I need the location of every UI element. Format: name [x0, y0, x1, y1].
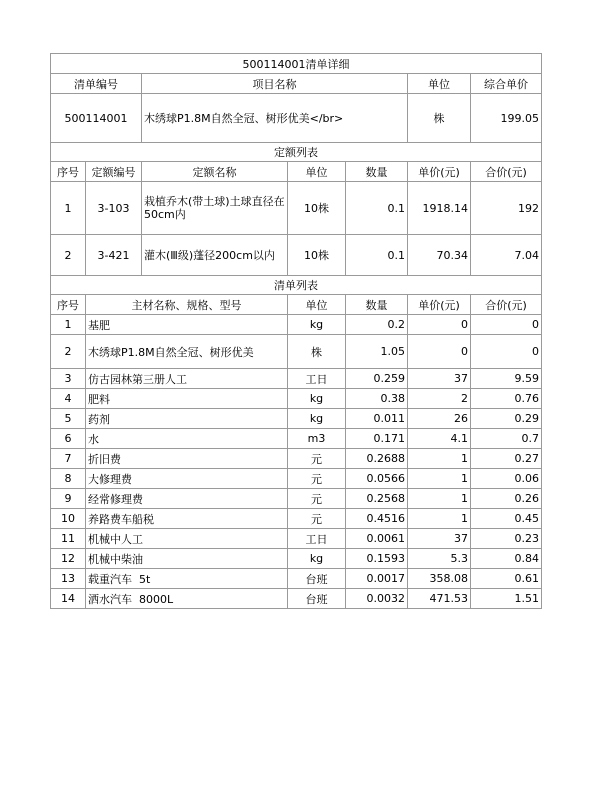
bill-detail-table: [50, 53, 542, 609]
bill-name-header: 项目名称: [142, 74, 408, 94]
material-unit: kg: [288, 409, 346, 429]
quota-unit-price-header: 单价(元): [408, 162, 471, 182]
material-total: 0.26: [471, 489, 542, 509]
material-name: 水: [86, 429, 288, 449]
quota-total: 7.04: [471, 235, 542, 276]
material-unit-price: 471.53: [408, 589, 471, 609]
material-unit-price: 1: [408, 489, 471, 509]
material-qty: 0.2688: [346, 449, 408, 469]
material-row: [51, 469, 542, 489]
material-seq: 11: [51, 529, 86, 549]
material-name: 机械中柴油: [86, 549, 288, 569]
bill-price-header: 综合单价: [471, 74, 542, 94]
material-unit-price: 2: [408, 389, 471, 409]
material-unit: 株: [288, 335, 346, 369]
material-qty: 1.05: [346, 335, 408, 369]
bill-code-header: 清单编号: [51, 74, 142, 94]
material-seq: 4: [51, 389, 86, 409]
material-unit: kg: [288, 389, 346, 409]
quota-unit: 10株: [288, 235, 346, 276]
material-seq: 9: [51, 489, 86, 509]
material-unit: 元: [288, 469, 346, 489]
material-unit-price: 37: [408, 369, 471, 389]
quota-unit: 10株: [288, 182, 346, 235]
quota-qty: 0.1: [346, 182, 408, 235]
material-row: [51, 509, 542, 529]
material-qty: 0.171: [346, 429, 408, 449]
quota-unit-price: 70.34: [408, 235, 471, 276]
material-name: 肥料: [86, 389, 288, 409]
quota-code-header: 定额编号: [86, 162, 142, 182]
material-unit-price: 4.1: [408, 429, 471, 449]
material-unit: 工日: [288, 529, 346, 549]
material-seq: 2: [51, 335, 86, 369]
material-unit-price: 1: [408, 509, 471, 529]
material-unit: m3: [288, 429, 346, 449]
material-name: 木绣球P1.8M自然全冠、树形优美: [86, 335, 288, 369]
material-row: [51, 335, 542, 369]
material-qty-header: 数量: [346, 295, 408, 315]
material-qty: 0.2: [346, 315, 408, 335]
material-total: 0.76: [471, 389, 542, 409]
material-seq: 1: [51, 315, 86, 335]
material-row: [51, 589, 542, 609]
quota-unit-header: 单位: [288, 162, 346, 182]
material-qty: 0.0061: [346, 529, 408, 549]
material-total-header: 合价(元): [471, 295, 542, 315]
material-total: 0.7: [471, 429, 542, 449]
material-total: 0.29: [471, 409, 542, 429]
material-name: 基肥: [86, 315, 288, 335]
material-total: 9.59: [471, 369, 542, 389]
bill-name: 木绣球P1.8M自然全冠、树形优美</br>: [142, 94, 408, 143]
material-unit: kg: [288, 315, 346, 335]
material-row: [51, 529, 542, 549]
material-row: [51, 369, 542, 389]
quota-total: 192: [471, 182, 542, 235]
quota-name: 栽植乔木(带土球)土球直径在50cm内: [142, 182, 288, 235]
material-unit-price: 26: [408, 409, 471, 429]
material-name: 载重汽车 5t: [86, 569, 288, 589]
material-qty: 0.259: [346, 369, 408, 389]
material-seq: 3: [51, 369, 86, 389]
quota-total-header: 合价(元): [471, 162, 542, 182]
material-name: 洒水汽车 8000L: [86, 589, 288, 609]
quota-code: 3-421: [86, 235, 142, 276]
material-name: 药剂: [86, 409, 288, 429]
material-name: 机械中人工: [86, 529, 288, 549]
material-seq: 12: [51, 549, 86, 569]
material-unit-price: 0: [408, 315, 471, 335]
material-section-title: 清单列表: [51, 276, 542, 295]
material-row: [51, 429, 542, 449]
bill-row: [51, 94, 542, 143]
quota-seq: 1: [51, 182, 86, 235]
material-row: [51, 315, 542, 335]
table-title: 500114001清单详细: [51, 54, 542, 74]
material-unit: kg: [288, 549, 346, 569]
material-header-row: [51, 295, 542, 315]
material-unit-price: 0: [408, 335, 471, 369]
material-unit: 元: [288, 509, 346, 529]
material-total: 1.51: [471, 589, 542, 609]
material-total: 0.45: [471, 509, 542, 529]
quota-row: [51, 182, 542, 235]
material-row: [51, 489, 542, 509]
material-unit-price: 5.3: [408, 549, 471, 569]
material-row: [51, 449, 542, 469]
material-seq: 5: [51, 409, 86, 429]
material-seq: 14: [51, 589, 86, 609]
material-unit: 台班: [288, 589, 346, 609]
material-name: 养路费车船税: [86, 509, 288, 529]
material-total: 0.84: [471, 549, 542, 569]
material-total: 0: [471, 315, 542, 335]
material-qty: 0.0017: [346, 569, 408, 589]
quota-section-title: 定额列表: [51, 143, 542, 162]
quota-seq-header: 序号: [51, 162, 86, 182]
material-seq-header: 序号: [51, 295, 86, 315]
material-row: [51, 409, 542, 429]
material-seq: 13: [51, 569, 86, 589]
material-seq: 7: [51, 449, 86, 469]
material-unit-price: 37: [408, 529, 471, 549]
material-qty: 0.0032: [346, 589, 408, 609]
material-unit: 工日: [288, 369, 346, 389]
material-qty: 0.0566: [346, 469, 408, 489]
material-qty: 0.2568: [346, 489, 408, 509]
material-row: [51, 389, 542, 409]
material-total: 0: [471, 335, 542, 369]
material-row: [51, 549, 542, 569]
material-total: 0.27: [471, 449, 542, 469]
quota-qty: 0.1: [346, 235, 408, 276]
quota-seq: 2: [51, 235, 86, 276]
material-seq: 8: [51, 469, 86, 489]
bill-detail-sheet: [50, 53, 541, 609]
material-qty: 0.1593: [346, 549, 408, 569]
material-unit-price: 1: [408, 449, 471, 469]
material-unit: 元: [288, 449, 346, 469]
quota-unit-price: 1918.14: [408, 182, 471, 235]
quota-code: 3-103: [86, 182, 142, 235]
material-row: [51, 569, 542, 589]
quota-header-row: [51, 162, 542, 182]
material-unit: 元: [288, 489, 346, 509]
material-seq: 6: [51, 429, 86, 449]
quota-name: 灌木(Ⅲ级)蓬径200cm以内: [142, 235, 288, 276]
bill-price: 199.05: [471, 94, 542, 143]
quota-name-header: 定额名称: [142, 162, 288, 182]
material-name: 仿古园林第三册人工: [86, 369, 288, 389]
material-name: 折旧费: [86, 449, 288, 469]
bill-header-row: [51, 74, 542, 94]
material-seq: 10: [51, 509, 86, 529]
material-name-header: 主材名称、规格、型号: [86, 295, 288, 315]
bill-unit-header: 单位: [408, 74, 471, 94]
bill-code: 500114001: [51, 94, 142, 143]
quota-qty-header: 数量: [346, 162, 408, 182]
quota-row: [51, 235, 542, 276]
material-name: 大修理费: [86, 469, 288, 489]
material-qty: 0.4516: [346, 509, 408, 529]
material-total: 0.23: [471, 529, 542, 549]
material-total: 0.61: [471, 569, 542, 589]
material-name: 经常修理费: [86, 489, 288, 509]
material-total: 0.06: [471, 469, 542, 489]
material-unit-price-header: 单价(元): [408, 295, 471, 315]
material-qty: 0.011: [346, 409, 408, 429]
bill-unit: 株: [408, 94, 471, 143]
material-qty: 0.38: [346, 389, 408, 409]
material-unit-header: 单位: [288, 295, 346, 315]
material-unit-price: 1: [408, 469, 471, 489]
material-unit: 台班: [288, 569, 346, 589]
material-unit-price: 358.08: [408, 569, 471, 589]
